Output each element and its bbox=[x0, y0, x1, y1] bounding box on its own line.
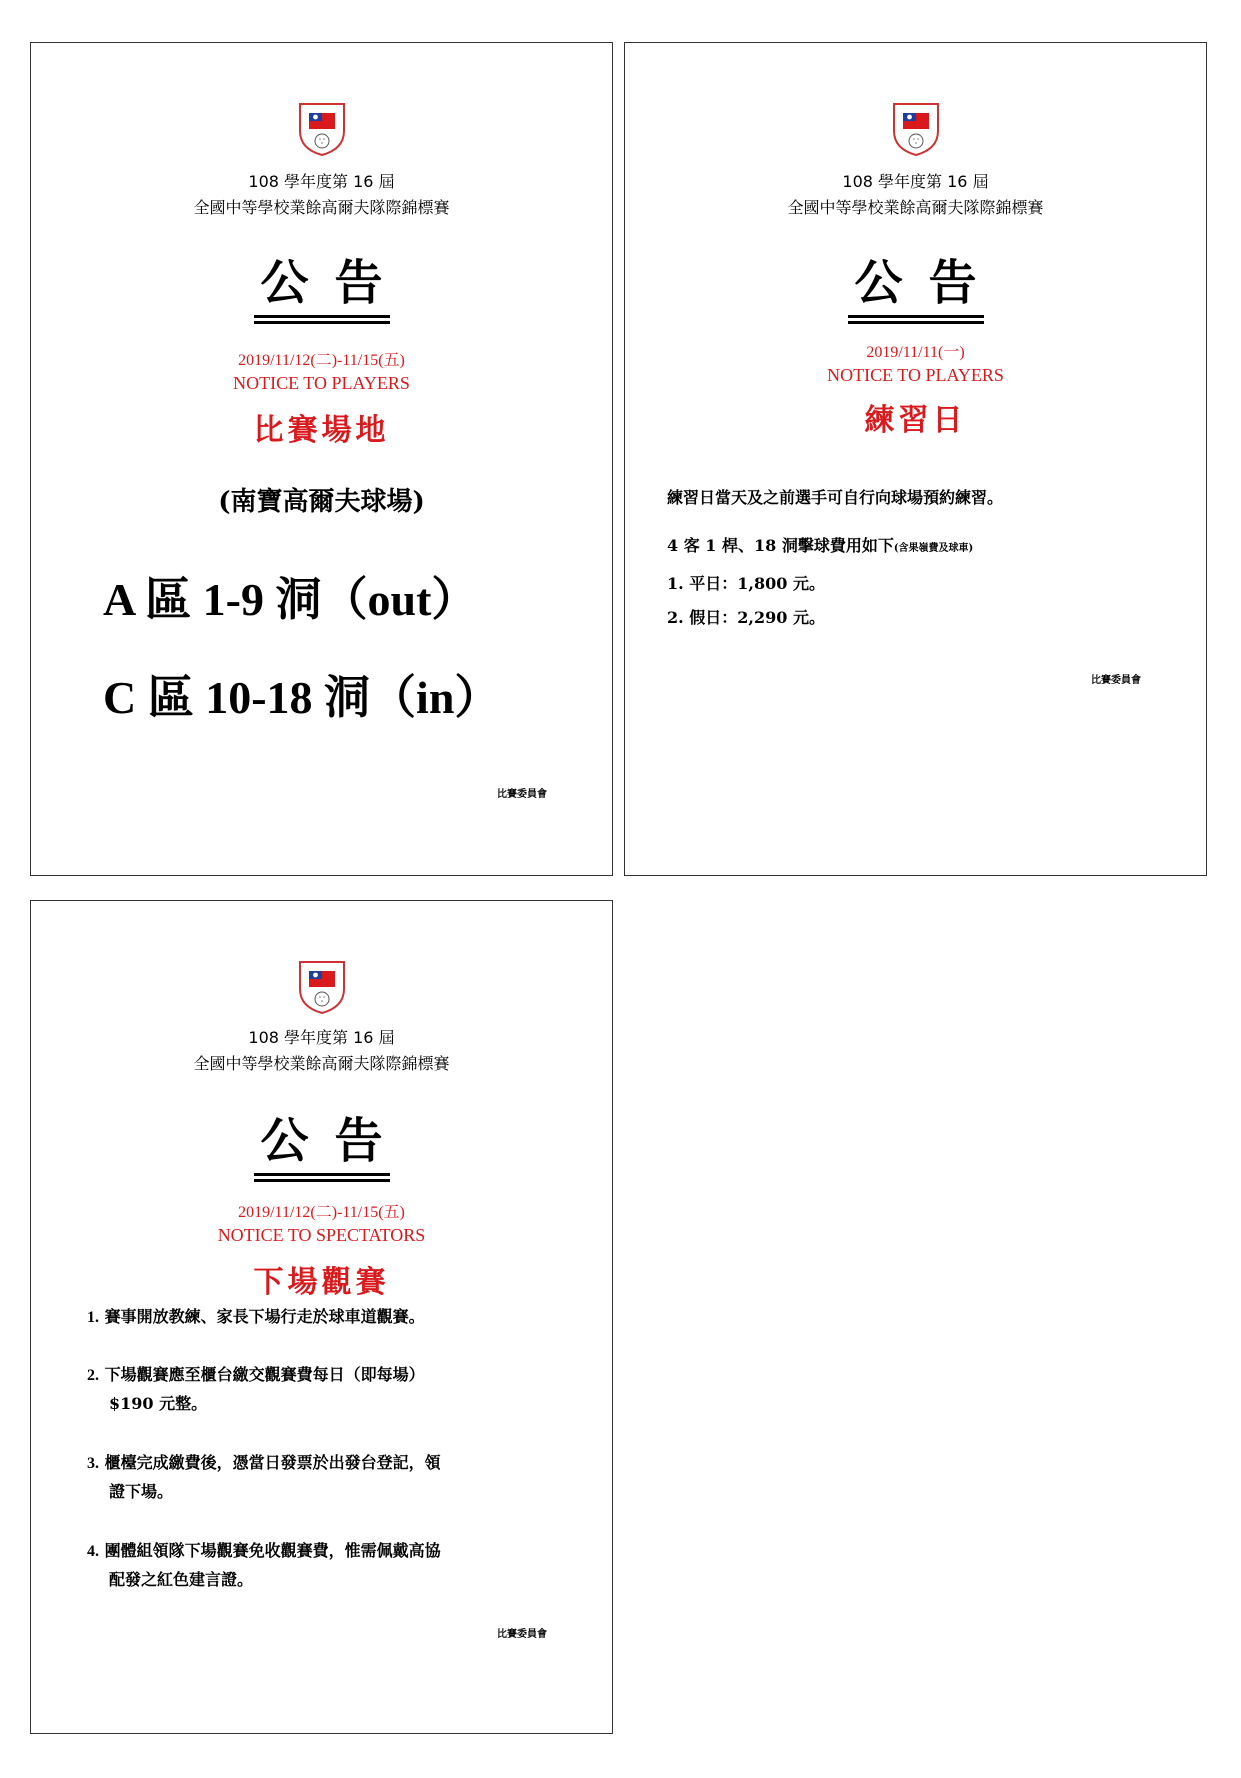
garoc-logo-icon bbox=[891, 101, 941, 157]
title-underline bbox=[848, 315, 984, 318]
holiday-fee: 2. 假日：2,290 元。 bbox=[667, 608, 825, 627]
notice-subject: 比賽場地 bbox=[253, 413, 390, 448]
notice-practice-panel bbox=[624, 42, 1207, 876]
notice-date: 2019/11/12(二)-11/15(五) bbox=[238, 1204, 405, 1221]
tournament-name: 全國中等學校業餘高爾夫隊際錦標賽 bbox=[193, 1054, 450, 1073]
zone-c-holes: C 區 10-18 洞（in） bbox=[103, 672, 501, 723]
tournament-name: 全國中等學校業餘高爾夫隊際錦標賽 bbox=[787, 198, 1044, 217]
committee-signature: 比賽委員會 bbox=[497, 789, 547, 800]
practice-booking-text: 練習日當天及之前選手可自行向球場預約練習。 bbox=[667, 488, 1004, 507]
practice-fee-heading: 4 客 1 桿、18 洞擊球費用如下(含果嶺費及球車) bbox=[667, 536, 974, 555]
notice-audience: NOTICE TO SPECTATORS bbox=[217, 1225, 426, 1245]
season-line: 108 學年度第 16 屆 bbox=[248, 172, 395, 191]
list-item: 4. 團體組領隊下場觀賽免收觀賽費，惟需佩戴高協 配發之紅色建言證。 bbox=[87, 1541, 441, 1589]
list-item: 1. 賽事開放教練、家長下場行走於球車道觀賽。 bbox=[87, 1307, 425, 1326]
tournament-header bbox=[31, 169, 612, 221]
season-line: 108 學年度第 16 屆 bbox=[842, 172, 989, 191]
notice-subject: 練習日 bbox=[864, 403, 967, 438]
notice-date: 2019/11/12(二)-11/15(五) bbox=[238, 352, 405, 369]
notice-spectators-panel bbox=[30, 900, 613, 1734]
fee-inclusion-note: (含果嶺費及球車) bbox=[893, 543, 974, 554]
announcement-title: 公告 bbox=[260, 1113, 409, 1169]
notice-date: 2019/11/11(一) bbox=[866, 344, 965, 361]
venue-name: (南寶高爾夫球場) bbox=[218, 487, 425, 517]
tournament-header bbox=[31, 1025, 612, 1077]
title-underline bbox=[254, 321, 390, 324]
title-underline bbox=[254, 1179, 390, 1182]
title-underline bbox=[254, 315, 390, 318]
committee-signature: 比賽委員會 bbox=[497, 1629, 547, 1640]
title-underline bbox=[254, 1173, 390, 1176]
tournament-header bbox=[625, 169, 1206, 221]
announcement-title: 公告 bbox=[260, 255, 409, 311]
title-underline bbox=[848, 321, 984, 324]
notice-audience: NOTICE TO PLAYERS bbox=[233, 373, 410, 393]
committee-signature: 比賽委員會 bbox=[1091, 675, 1141, 686]
season-line: 108 學年度第 16 屆 bbox=[248, 1028, 395, 1047]
tournament-name: 全國中等學校業餘高爾夫隊際錦標賽 bbox=[193, 198, 450, 217]
zone-a-holes: A 區 1-9 洞（out） bbox=[103, 574, 478, 625]
list-item: 2. 下場觀賽應至櫃台繳交觀賽費每日（即每場） $190 元整。 bbox=[87, 1365, 425, 1413]
announcement-title: 公告 bbox=[854, 255, 1003, 311]
notice-venue-panel bbox=[30, 42, 613, 876]
list-item: 3. 櫃檯完成繳費後，憑當日發票於出發台登記，領 證下場。 bbox=[87, 1453, 441, 1501]
weekday-fee: 1. 平日：1,800 元。 bbox=[667, 574, 825, 593]
notice-audience: NOTICE TO PLAYERS bbox=[827, 365, 1004, 385]
notice-subject: 下場觀賽 bbox=[253, 1265, 390, 1300]
garoc-logo-icon bbox=[297, 959, 347, 1015]
garoc-logo-icon bbox=[297, 101, 347, 157]
